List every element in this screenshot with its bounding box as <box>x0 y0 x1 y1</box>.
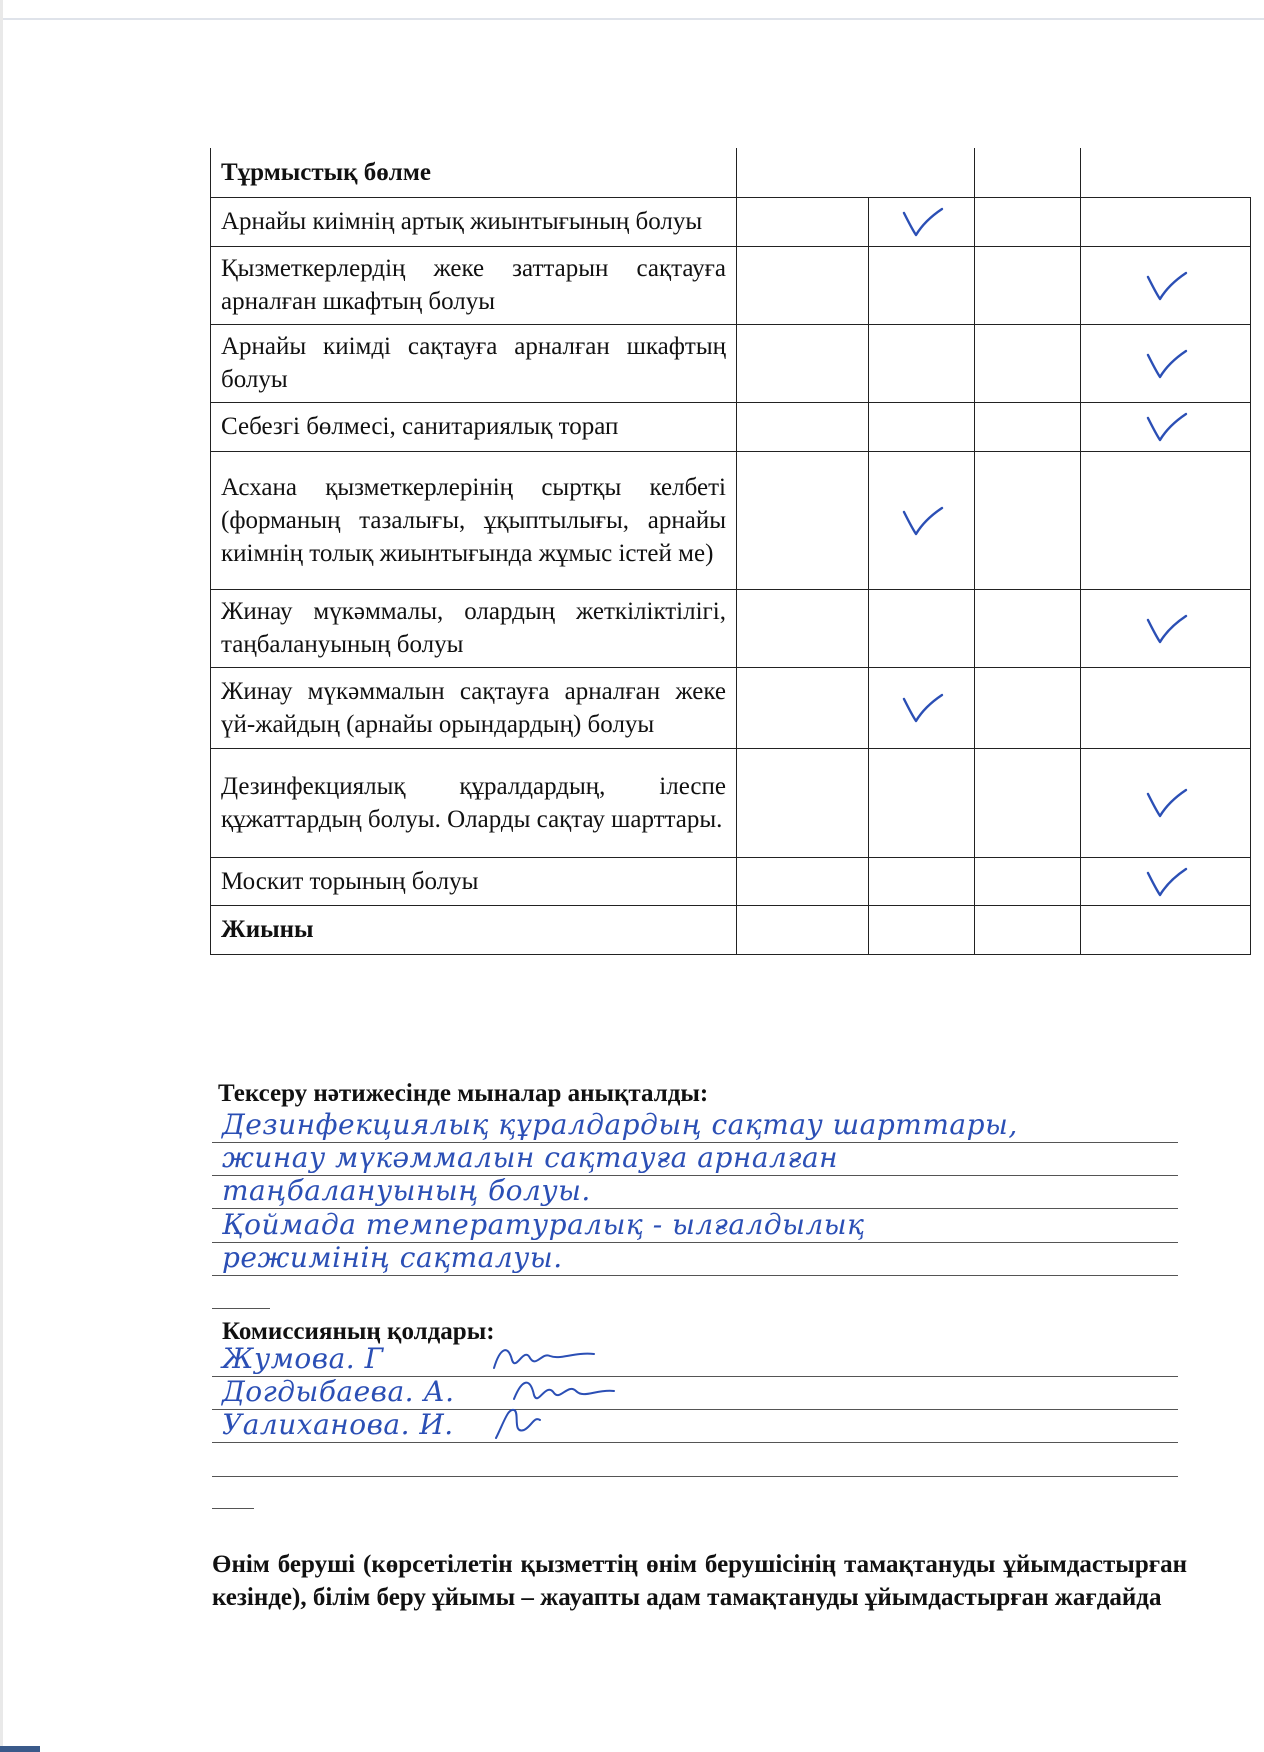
handwritten-finding: Қоймада температуралық - ылғалдылық <box>222 1208 865 1241</box>
mark-cell <box>1081 402 1251 451</box>
mark-cell <box>869 589 975 667</box>
empty-cell <box>869 905 975 954</box>
table-section-header-row <box>211 148 1251 197</box>
footer-statement: Өнім беруші (көрсетілетін қызметтің өнім берушісінің тамақтануды ұйымдастырған кезінде), білім беру ұйымы – жауапты адам тамақтануды ұйымдастырған жағдайда <box>212 1551 1187 1611</box>
criterion-text: Дезинфекциялық құралдардың, ілеспе құжаттардың болуы. Оларды сақтау шарттары. <box>211 748 737 857</box>
checkmark-icon <box>1144 612 1188 646</box>
mark-cell <box>737 667 869 748</box>
short-divider <box>212 1508 254 1509</box>
section-title: Тұрмыстық бөлме <box>211 148 737 197</box>
criterion-text: Асхана қызметкерлерінің сыртқы келбеті (форманың тазалығы, ұқыптылығы, арнайы киімнің толық жиынтығында жұмыс істей ме) <box>211 451 737 589</box>
mark-cell <box>975 451 1081 589</box>
mark-cell <box>737 402 869 451</box>
mark-cell <box>975 589 1081 667</box>
mark-cell <box>1081 246 1251 324</box>
empty-cell <box>869 148 975 197</box>
mark-cell <box>1081 324 1251 402</box>
scan-edge-left <box>0 0 3 1752</box>
table-row <box>211 197 1251 246</box>
criterion-text: Қызметкерлердің жеке заттарын сақтауға арналған шкафтың болуы <box>211 246 737 324</box>
criterion-text: Жинау мүкәммалы, олардың жеткіліктілігі, таңбалануының болуы <box>211 589 737 667</box>
table-row <box>211 402 1251 451</box>
mark-cell <box>1081 748 1251 857</box>
mark-cell <box>737 589 869 667</box>
short-divider <box>212 1308 270 1309</box>
table-row <box>211 589 1251 667</box>
handwritten-finding: Дезинфекциялық құралдардың сақтау шарттары, <box>222 1108 1018 1141</box>
table-row <box>211 667 1251 748</box>
handwritten-finding: режимінің сақталуы. <box>222 1241 563 1274</box>
mark-cell <box>869 667 975 748</box>
mark-cell <box>975 748 1081 857</box>
table-row <box>211 246 1251 324</box>
mark-cell <box>869 324 975 402</box>
mark-cell <box>975 324 1081 402</box>
checkmark-icon <box>900 691 944 725</box>
empty-cell <box>975 148 1081 197</box>
checkmark-icon <box>1144 347 1188 381</box>
scan-edge-top <box>0 18 1264 20</box>
commission-member-name: Уалиханова. И. <box>222 1408 454 1441</box>
empty-cell <box>1081 148 1251 197</box>
empty-cell <box>975 905 1081 954</box>
commission-title: Комиссияның қолдары: <box>222 1318 495 1345</box>
mark-cell <box>869 451 975 589</box>
mark-cell <box>975 246 1081 324</box>
mark-cell <box>975 667 1081 748</box>
mark-cell <box>869 197 975 246</box>
table-row <box>211 324 1251 402</box>
handwritten-signature-icon <box>490 1404 600 1444</box>
mark-cell <box>737 748 869 857</box>
criterion-text: Жинау мүкәммалын сақтауға арналған жеке үй-жайдың (арнайы орындардың) болуы <box>211 667 737 748</box>
checkmark-icon <box>900 205 944 239</box>
checkmark-icon <box>1144 269 1188 303</box>
mark-cell <box>975 197 1081 246</box>
table-total-row <box>211 905 1251 954</box>
table-row <box>211 451 1251 589</box>
mark-cell <box>1081 667 1251 748</box>
mark-cell <box>737 451 869 589</box>
table-row <box>211 857 1251 905</box>
table-row <box>211 748 1251 857</box>
criterion-text: Москит торының болуы <box>211 857 737 905</box>
total-label: Жиыны <box>211 905 737 954</box>
mark-cell <box>869 748 975 857</box>
inspection-checklist-table <box>210 148 1251 955</box>
criterion-text: Себезгі бөлмесі, санитариялық торап <box>211 402 737 451</box>
mark-cell <box>975 402 1081 451</box>
mark-cell <box>869 402 975 451</box>
commission-member-name: Жумова. Г <box>222 1342 384 1375</box>
mark-cell <box>869 857 975 905</box>
mark-cell <box>1081 857 1251 905</box>
mark-cell <box>737 324 869 402</box>
mark-cell <box>869 246 975 324</box>
empty-cell <box>737 148 869 197</box>
handwritten-finding: жинау мүкәммалын сақтауға арналған <box>222 1141 839 1174</box>
findings-title: Тексеру нәтижесінде мыналар анықталды: <box>218 1080 709 1107</box>
mark-cell <box>737 857 869 905</box>
mark-cell <box>1081 451 1251 589</box>
signature-line <box>212 1442 1178 1443</box>
criterion-text: Арнайы киімнің артық жиынтығының болуы <box>211 197 737 246</box>
empty-cell <box>737 905 869 954</box>
checkmark-icon <box>1144 786 1188 820</box>
mark-cell <box>1081 589 1251 667</box>
mark-cell <box>1081 197 1251 246</box>
signature-line <box>212 1476 1178 1477</box>
mark-cell <box>737 197 869 246</box>
scan-corner-mark <box>0 1746 40 1752</box>
checkmark-icon <box>1144 865 1188 899</box>
empty-cell <box>1081 905 1251 954</box>
commission-member-name: Догдыбаева. А. <box>222 1375 455 1408</box>
mark-cell <box>975 857 1081 905</box>
handwritten-finding: таңбалануының болуы. <box>222 1174 591 1207</box>
checkmark-icon <box>900 504 944 538</box>
mark-cell <box>737 246 869 324</box>
checkmark-icon <box>1144 410 1188 444</box>
writing-line <box>212 1275 1178 1276</box>
criterion-text: Арнайы киімді сақтауға арналған шкафтың болуы <box>211 324 737 402</box>
